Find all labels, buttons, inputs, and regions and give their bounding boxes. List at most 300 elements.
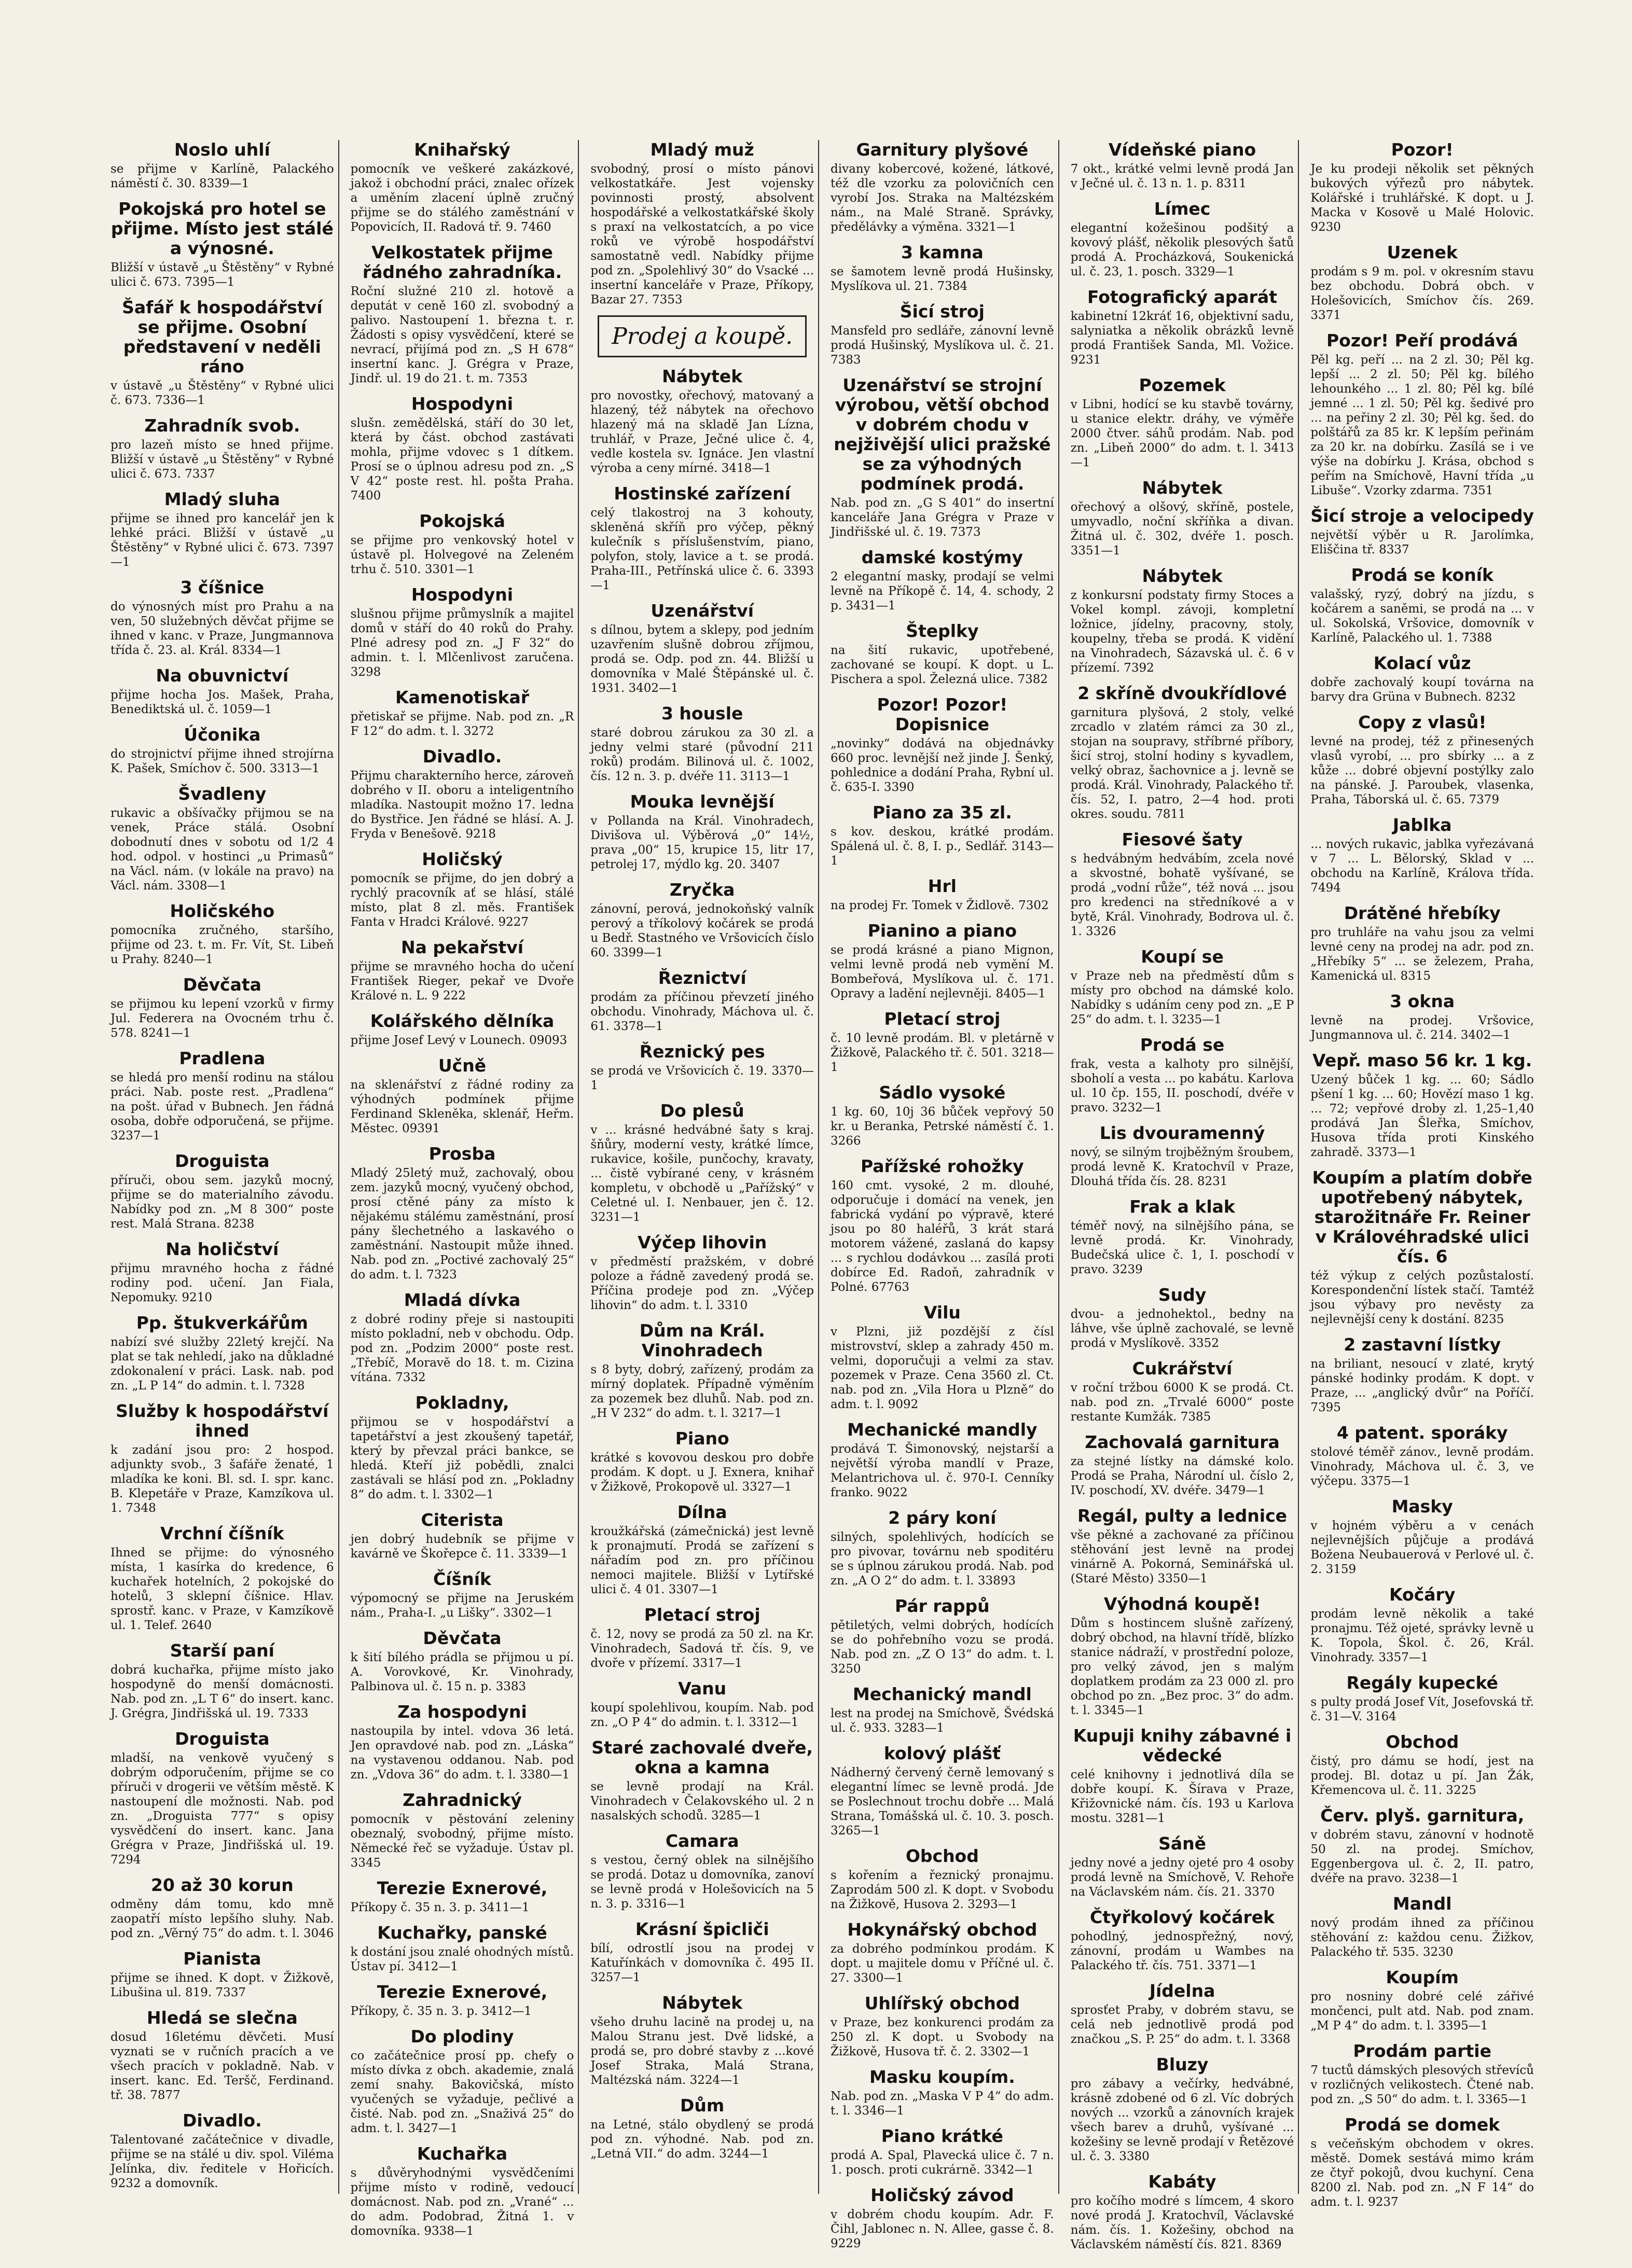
classified-ad: [590, 1502, 814, 1597]
classified-ad: [1310, 815, 1534, 895]
ad-text: v dobrém stavu, zánovní v hodnotě 50 zl. na prodej. Smíchov, Eggenbergova ul. č. 2, II. patro, dvéře na pravo. 3238—1: [1310, 1828, 1534, 1885]
classified-ad: [590, 1993, 814, 2088]
classified-ad: [590, 968, 814, 1034]
ad-heading: Uzenářství: [651, 601, 754, 621]
ad-text: silných, spolehlivých, hodících se pro pivovar, továrnu neb spoditéru se s úplnou zárukou prodá. Nab. pod zn. „A O 2“ do adm. t. l. 33893: [831, 1530, 1054, 1588]
ad-heading: Za hospodyni: [397, 1702, 527, 1722]
classified-ad: [110, 1949, 334, 2000]
ad-heading: Masky: [1391, 1496, 1453, 1516]
column-5: [1067, 140, 1299, 2251]
ad-heading: kolový plášť: [883, 1743, 1001, 1763]
classified-ad: [1071, 1908, 1294, 1973]
ad-text: prodám s 9 m. pol. v okresním stavu bez obchodu. Dobrá obch. v Holešovicích, Smíchov čís. 269. 3371: [1310, 265, 1534, 322]
classified-ad: [351, 2144, 574, 2238]
classified-ad: [1310, 2041, 1534, 2107]
ad-text: v ... krásné hedvábné šaty s kraj. šňůry, moderní vesty, krátké límce, rukavice, košile, punčochy, kravaty, ... čistě vybírané ceny, v krásném kompletu, v obchodě u „Pařížský“ v Celetné ul. I. Nenbauer, jen č. 12. 3231—1: [590, 1123, 814, 1224]
ad-heading: Cukrářství: [1132, 1358, 1233, 1379]
ad-text: k šití bílého prádla se přijmou u pí. A. Vorovkové, Kr. Vinohrady, Palbinova ul. č. 15 n. p. 3383: [350, 1651, 574, 1693]
ad-heading: Hostinské zařízení: [614, 483, 791, 504]
ad-heading: Droguista: [175, 1151, 270, 1171]
ad-heading: Bluzy: [1156, 2054, 1209, 2075]
classified-ad: [831, 302, 1054, 367]
classified-ad: [1310, 1968, 1534, 2033]
classified-ad: [1310, 243, 1534, 323]
ad-heading: Koupím a platím dobře upotřebený nábytek, starožitnáře Fr. Reiner v Královéhradské ulici čís. 6: [1312, 1167, 1532, 1267]
classified-ad: [590, 367, 814, 476]
classified-ad: [351, 243, 574, 386]
ad-heading: Nábytek: [662, 366, 743, 386]
ad-text: na Letné, stálo obydlený se prodá pod zn. výhodné. Nab. pod zn. „Letná VII.“ do adm. 3244—1: [590, 2118, 814, 2161]
classified-ad: [1310, 1585, 1534, 1665]
ad-heading: Řeznický pes: [639, 1041, 765, 1062]
ad-text: kabinetní 12kráť 16, objektivní sadu, salyniatka a několik obrázků levně prodá František Sanda, Ml. Vožice. 9231: [1070, 310, 1294, 367]
classified-ad: [590, 601, 814, 695]
classified-ad: [590, 1831, 814, 1911]
ad-heading: Šicí stroje a velocipedy: [1310, 506, 1534, 526]
ad-heading: Zahradnický: [403, 1790, 522, 1810]
classified-ad: [351, 1982, 574, 2019]
ad-heading: Šteplky: [906, 621, 979, 641]
ad-text: dosud 16letému děvčeti. Musí vyznati se v ručních pracích a ve všech pracích v pokladně. Nab. v insert. kanc. Ed. Teršč, Ferdinand. tř. 38. 7877: [110, 2030, 334, 2102]
ad-text: Bližší v ústavě „u Štěstěny“ v Rybné ulici č. 673. 7395—1: [110, 261, 334, 289]
ad-heading: Hospodyni: [411, 394, 514, 414]
classified-ad: [1310, 1335, 1534, 1415]
ad-text: elegantní kožešinou podšitý a kovový plášť, několik plesových šatů prodá A. Procházková, Soukenická ul. č. 23, 1. posch. 3329—1: [1070, 221, 1294, 279]
classified-ad: [590, 1919, 814, 1985]
ad-heading: Kabáty: [1148, 2172, 1216, 2192]
ad-text: v Praze, bez konkurenci prodám za 250 zl. K dopt. u Svobody na Žižkově, Husova tř. č. 2. 3302—1: [831, 2016, 1054, 2058]
ad-heading: Pokladny,: [415, 1393, 509, 1413]
classifieds-page: [106, 140, 1538, 2251]
ad-text: svobodný, prosí o místo pánovi velkostatkáře. Jest vojensky povinnosti prostý, absolvent hospodářské a velkostatkářské školy s praxí na velkostatcích, a po vice roků ve výrobě hospodářství samostatně vedl. Nabídky přijme pod zn. „Spolehlivý 30“ do Vsacké ... insertní kanceláře v Praze, Příkopy, Bazar 27. 7353: [590, 162, 814, 307]
ad-text: slušnou přijme průmyslník a majitel domů v stáří do 40 roků do Prahy. Plné adresy pod zn. „J F 32“ do admin. t. l. Mlčenlivost zaručena. 3298: [350, 607, 574, 679]
ad-heading: Terezie Exnerové,: [377, 1982, 548, 2002]
classified-ad: [1310, 565, 1534, 645]
ad-heading: Vepř. maso 56 kr. 1 kg.: [1312, 1050, 1532, 1070]
ad-heading: Na obuvnictví: [156, 665, 289, 686]
classified-ad: [1071, 1594, 1294, 1718]
ad-heading: Kolářského dělníka: [370, 1011, 555, 1031]
ad-text: se přijme v Karlíně, Palackého náměstí č. 30. 8339—1: [110, 162, 334, 190]
ad-heading: Prodá se koník: [1351, 565, 1493, 585]
ad-text: se prodá krásné a piano Mignon, velmi levně prodá neb vymění M. Bombeřová, Myslíkova ul. č. 171. Opravy a ladění nejlevněji. 8405—1: [831, 943, 1054, 1000]
classified-ad: [1071, 830, 1294, 939]
ad-text: na prodej Fr. Tomek v Židlově. 7302: [831, 899, 1049, 912]
classified-ad: [1310, 1423, 1534, 1488]
ad-heading: Obchod: [1386, 1732, 1459, 1752]
ad-text: zánovní, perová, jednokoňský valník perový a tříkolový kočárek se prodá u Bedř. Stastného ve Vršovicích číslo 60. 3399—1: [590, 902, 814, 959]
classified-ad: [831, 1009, 1054, 1075]
ad-heading: Hokynářský obchod: [847, 1919, 1038, 1940]
ad-text: Pěl kg. peří ... na 2 zl. 30; Pěl kg. lepší ... 2 zl. 50; Pěl kg. bílého lehounkého ... 1 zl. 80; Pěl kg. bílé jemné ... 1 zl. 50; Pěl kg. šedivé pro ... na peřiny 2 zl. 30; Pěl kg. šed. do polštářů za 85 kr. K lepším peřinám za 20 kr. na dobírku. Zasílá se i ve výše na dobírku J. Krása, obchod s peřím na Smíchově, Havní třída „u Libuše“. Vzorky zdarma. 7351: [1310, 353, 1534, 497]
ad-heading: Učně: [438, 1055, 487, 1076]
classified-ad: [351, 1629, 574, 1694]
ad-heading: Terezie Exnerové,: [377, 1878, 548, 1898]
ad-heading: Pokojská: [419, 511, 505, 531]
ad-heading: Zachovalá garnitura: [1085, 1432, 1280, 1452]
ad-heading: Knihařský: [414, 140, 510, 160]
ad-heading: Citerista: [421, 1510, 504, 1530]
ad-heading: Nábytek: [1142, 566, 1223, 586]
ad-heading: Hospodyni: [411, 585, 514, 605]
ad-text: na sklenářství z řádné rodiny za výhodných podmínek přijme Ferdinand Skleněka, sklenář, Heřm. Městec. 09391: [350, 1078, 574, 1135]
ad-text: Nab. pod zn. „Maska V P 4“ do adm. t. l. 3346—1: [831, 2090, 1054, 2118]
ad-text: na briliant, nesoucí v zlaté, krytý pánské hodinky prodám. K dopt. v Praze, ... „anglický dvůr“ na Poříčí. 7395: [1310, 1357, 1534, 1414]
classified-ad: [1310, 506, 1534, 557]
ad-text: přetiskař se přijme. Nab. pod zn. „R F 12“ do adm. t. l. 3272: [350, 710, 574, 738]
ad-heading: Holičský: [422, 849, 503, 869]
ad-heading: Vanu: [678, 1678, 727, 1699]
classified-ad: [110, 901, 334, 967]
ad-text: jedny nové a jedny ojeté pro 4 osoby prodá levně na Smíchově, V. Rehoře na Václavském nám. čís. 21. 3370: [1070, 1856, 1294, 1899]
ad-heading: Mouka levnější: [630, 791, 774, 812]
ad-heading: Pokojská pro hotel se přijme. Místo jest stálé a výnosné.: [110, 199, 334, 258]
ad-heading: Límec: [1154, 199, 1211, 219]
ad-text: výpomocný se přijme na Jeruském nám., Praha-I. „u Lišky“. 3302—1: [350, 1592, 574, 1620]
ad-text: koupí spolehlivou, koupím. Nab. pod zn. „O P 4“ do admin. t. l. 3312—1: [590, 1701, 814, 1729]
ad-heading: Hrl: [928, 876, 957, 896]
classified-ad: [1310, 1497, 1534, 1577]
ad-heading: Copy z vlasů!: [1358, 712, 1487, 732]
classified-ad: [1071, 199, 1294, 279]
column-3: [586, 140, 819, 2194]
classified-ad: [110, 2111, 334, 2191]
ad-heading: Kuchařka: [417, 2144, 508, 2164]
ad-heading: Mladá dívka: [404, 1290, 521, 1310]
ad-text: pro nosniny dobré celé zářivé mončenci, pult atd. Nab. pod znam. „M P 4“ do adm. t. l. 3395—1: [1310, 1990, 1534, 2033]
classified-ad: [831, 1994, 1054, 2059]
classified-ad: [1071, 1285, 1294, 1351]
classified-ad: [110, 975, 334, 1040]
ad-text: prodá A. Spal, Plavecká ulice č. 7 n. 1. posch. proti cukrárně. 3342—1: [831, 2149, 1054, 2177]
ad-text: dobře zachovalý koupí továrna na barvy dra Grüna v Bubnech. 8232: [1310, 676, 1534, 704]
classified-ad: [110, 1641, 334, 1721]
classified-ad: [110, 666, 334, 717]
classified-ad: [351, 1393, 574, 1502]
classified-ad: [351, 1510, 574, 1561]
classified-ad: [1071, 1035, 1294, 1115]
classified-ad: [351, 1923, 574, 1974]
classified-ad: [1310, 331, 1534, 498]
ad-text: v Praze neb na předměstí dům s místy pro obchod na dámské kolo. Nabídky s udáním ceny pod zn. „E P 25“ do adm. t. l. 3235—1: [1070, 969, 1294, 1026]
ad-heading: Šicí stroj: [900, 301, 985, 322]
classified-ad: [1310, 713, 1534, 807]
classified-ad: [831, 243, 1054, 294]
ad-heading: Řeznictví: [658, 968, 746, 988]
classified-ad: [110, 784, 334, 893]
ad-text: staré dobrou zárukou za 30 zl. a jedny velmi staré (původní 211 roků) prodám. Bilinová ul. č. 1002, čís. 12 n. 3. p. dvéře 11. 3113—1: [590, 726, 814, 783]
ad-heading: Krásní špicliči: [635, 1919, 769, 1939]
ad-heading: Číšník: [433, 1569, 491, 1589]
ad-text: v dobrém chodu koupím. Adr. F. Čihl, Jablonec n. N. Allee, gasse č. 8. 9229: [831, 2208, 1054, 2250]
ad-text: pro kočího modré s límcem, 4 skoro nové prodá J. Kratochvíl, Václavské nám. čís. 1. Kožešiny, obchod na Václavském náměstí čís. 821. 8369: [1070, 2194, 1294, 2251]
ad-heading: 3 housle: [661, 703, 743, 723]
ad-heading: Šafář k hospodářství se přijme. Osobní představení v neděli ráno: [122, 297, 323, 377]
classified-ad: [1071, 140, 1294, 191]
ad-heading: Dílna: [677, 1502, 727, 1522]
ad-text: Nádherný červený černě lemovaný s elegantní límec se levně prodá. Jde se Poslechnout trochu dobře ... Malá Strana, Tomášská ul. č. 10. 3. posch. 3265—1: [831, 1766, 1054, 1838]
ad-heading: Mechanický mandl: [852, 1684, 1032, 1704]
ad-text: slušn. zemědělská, stáří do 30 let, která by část. obchod zastávati mohla, přijme vdovec s 1 dítkem. Prosí se o úplnou adresu pod zn. „S V 42“ poste rest. hl. pošta Praha. 7400: [350, 416, 574, 503]
ad-text: k zadání jsou pro: 2 hospod. adjunkty svob., 3 šafáře ženaté, 1 mladíka ke koni. Bl. sd. I. spr. kanc. B. Klepetáře v Praze, Kamzíkova ul. 1. 7348: [110, 1443, 334, 1515]
ad-text: s důvěryhodnými vysvědčeními přijme místo v rodině, vedoucí domácnost. Nab. pod zn. „Vrané“ ... do adm. Podobrad, Žitná 1. v domovníka. 9338—1: [350, 2166, 574, 2238]
ad-heading: Švadleny: [178, 784, 267, 804]
ad-heading: Sádlo vysoké: [879, 1082, 1006, 1103]
ad-text: všeho druhu lacině na prodej u, na Malou Stranu jest. Dvě lidské, a prodá se, pro dobré stavby z ...kové Josef Straka, Malá Strana, Maltézská nám. 3224—1: [590, 2015, 814, 2087]
ad-text: s dílnou, bytem a sklepy, pod jedním uzavřením slušně dobrou zříjmou, prodá se. Odp. pod zn. 44. Bližší u domovníka v Malé Štěpánské ul. č. 1931. 3402—1: [590, 623, 814, 695]
ad-heading: Vilu: [923, 1302, 961, 1323]
ad-text: Talentované začátečnice v divadle, přijme se na stálé u div. spol. Viléma Jelínka, div. ředitele v Hořicích. 9232 a domovník.: [110, 2133, 334, 2190]
classified-ad: [1071, 478, 1294, 558]
ad-text: ... nových rukavic, jablka vyřezávaná v 7 ... L. Bělorský, Sklad v ... obchodu na Karlíně, Králova třída. 7494: [1310, 838, 1534, 895]
classified-ad: [831, 375, 1054, 539]
ad-heading: Obchod: [905, 1846, 979, 1866]
classified-ad: [1310, 653, 1534, 704]
ad-heading: Pařížské rohožky: [860, 1156, 1024, 1176]
classified-ad: [590, 1042, 814, 1093]
classified-ad: [1310, 1168, 1534, 1327]
ad-heading: Hledá se slečna: [146, 2008, 298, 2028]
ad-text: kroužkářská (zámečnická) jest levně k pronajmutí. Prodá se zařízení s nářadím pod zn. pro příčinou nemoci majitele. Bližší v Lytířské ulici č. 4 01. 3307—1: [590, 1525, 814, 1596]
ad-heading: Droguista: [175, 1729, 270, 1749]
ad-heading: Fotografický aparát: [1087, 287, 1277, 307]
ad-text: za stejné lístky na dámské kolo. Prodá se Praha, Národní ul. číslo 2, IV. poschodí, XV. dvéře. 3479—1: [1070, 1455, 1294, 1497]
ad-text: příruči, obou sem. jazyků mocný, přijme se do materialního závodu. Nabídky pod zn. „M 8 300“ poste rest. Malá Strana. 8238: [110, 1174, 334, 1231]
classified-ad: [351, 1702, 574, 1782]
ad-text: pro zábavy a večírky, hedvábné, krásně zdobené od 6 zl. Víc dobrých nových ... vzorků a zánovních krajek všech barev a druhů, vyšívané ... kožešiny se levně prodají v Řetězové ul. č. 3. 3380: [1070, 2077, 1294, 2163]
ad-heading: Zahradník svob.: [144, 415, 300, 436]
classified-ad: [1071, 1359, 1294, 1424]
classified-ad: [110, 1524, 334, 1633]
ad-text: pomocník ve veškeré zakázkové, jakož i obchodní práci, znalec ořízek a uměním zlacení úplně zručný přijme se do stálého zaměstnání v Popovicích, II. Radová tř. 9. 7460: [350, 162, 574, 234]
ad-text: levné na prodej, též z přinesených vlasů vyrobí, ... pro sbírky ... a z kůže ... dobré objevní postýlky zalo na pánské. J. Paroubek, vlasenka, Praha, Táborská ul. č. 65. 7379: [1310, 735, 1534, 806]
ad-heading: Koupím: [1386, 1967, 1459, 1987]
ad-heading: Lis dvouramenný: [1099, 1123, 1265, 1143]
classified-ad: [1071, 2172, 1294, 2252]
ad-text: s kov. deskou, krátké prodám. Spálená ul. č. 8, I. p., Sedlář. 3143—1: [831, 825, 1054, 868]
ad-text: nový prodám ihned za příčinou stěhování z: každou cenu. Žižkov, Palackého tř. 535. 3230: [1310, 1916, 1534, 1959]
ad-heading: Kamenotiskař: [395, 687, 529, 707]
ad-text: s pulty prodá Josef Vít, Josefovská tř. č. 31—V. 3164: [1310, 1695, 1534, 1723]
ad-heading: Pozor! Pozor! Dopisnice: [877, 694, 1008, 734]
classified-ad: [1310, 2115, 1534, 2209]
classified-ad: [590, 140, 814, 307]
classified-ad: [110, 725, 334, 776]
classified-ad: [831, 1846, 1054, 1912]
ad-text: Přijmu charakterního herce, zároveň dobrého v II. oboru a inteligentního mladíka. Nastoupit možno 17. ledna do Bystřice. Jen řádné se hlásí. A. J. Fryda v Benešově. 9218: [350, 769, 574, 841]
ad-heading: Do plodiny: [410, 2026, 514, 2047]
ad-text: pro truhláře na vahu jsou za velmi levné ceny na prodej na adr. pod zn. „Hřebíky 5“ ... se železem, Praha, Kamenická ul. 8315: [1310, 926, 1534, 983]
ad-heading: Piano: [675, 1428, 729, 1449]
ad-text: co začátečnice prosí pp. chefy o místo dívka z obch. akademie, znalá zemí snahy. Bakovičská, místo vyučených se vyžaduje, pečlivé a čisté. Nab. pod zn. „Snaživá 25“ do adm. t. l. 3427—1: [350, 2049, 574, 2135]
classified-ad: [110, 1401, 334, 1515]
ad-text: Uzený bůček 1 kg. ... 60; Sádlo pšení 1 kg. ... 60; Hovězí maso 1 kg. ... 72; vepřové droby zl. 1,25–1,40 prodává Jan Šleřka, Smíchov, Husova třída proti Kinského zahradě. 3373—1: [1310, 1073, 1534, 1159]
classified-ad: [351, 1056, 574, 1136]
ad-text: ořechový a olšový, skříně, postele, umyvadlo, noční skříňka a divan. Žitná ul. č. 302, dvéře 1. posch. 3351—1: [1070, 500, 1294, 558]
classified-ad: [831, 1508, 1054, 1588]
classified-ad: [110, 1151, 334, 1231]
classified-ad: [110, 298, 334, 408]
ad-heading: Frak a klak: [1129, 1196, 1235, 1217]
ad-text: z konkursní podstaty firmy Stoces a Vokel kompl. závoji, kompletní ložnice, jídelny, pracovny, stoly, koupelny, třeba se prodá. K vidění na Vinohradech, Sázavská ul. č. 6 v přízemí. 7392: [1070, 589, 1294, 675]
classified-ad: [831, 1303, 1054, 1412]
ad-text: pomocníka zručného, staršího, přijme od 23. t. m. Fr. Vít, St. Libeň u Prahy. 8240—1: [110, 924, 334, 966]
ad-text: s večeňským obchodem v okres. městě. Domek sestává mimo krám ze čtyř pokojů, dvou kuchyní. Cena 8200 zl. Nab. pod zn. „N F 14“ do adm. t. l. 9237: [1310, 2137, 1534, 2209]
ad-text: do strojnictví přijme ihned strojírna K. Pašek, Smíchov č. 500. 3313—1: [110, 747, 334, 775]
ad-heading: Piano krátké: [881, 2126, 1003, 2146]
ad-text: Mansfeld pro sedláře, zánovní levně prodá Hušinský, Myslíkova ul. č. 21. 7383: [831, 324, 1054, 367]
ad-heading: Drátěné hřebíky: [1344, 903, 1501, 923]
ad-text: 7 tuctů dámských plesových střevíců v rozličných velikostech. Čtené nab. pod zn. „S 50“ do adm. t. l. 3365—1: [1310, 2064, 1534, 2106]
classified-ad: [831, 140, 1054, 234]
ad-heading: Dům: [680, 2095, 725, 2116]
classified-ad: [110, 140, 334, 191]
classified-ad: [590, 484, 814, 593]
ad-text: nabízí své služby 22letý krejčí. Na plat se tak nehledí, jako na důkladné zdokonalení v práci. Lask. nab. pod zn. „L P 14“ do admin. t. l. 7328: [110, 1335, 334, 1393]
classified-ad: [1071, 287, 1294, 367]
ad-text: 160 cmt. vysoké, 2 m. dlouhé, odporučuje i domácí na venek, jen fabrická vydání po výpravě, které jsou po 80 haléřů, 3 krát stará motorem vážené, zaslaná do kapsy ... s rychlou dodávkou ... zasílá proti dobírce Ed. Radoň, zahradník v Polné. 67763: [831, 1179, 1054, 1294]
column-1: [106, 140, 339, 2194]
ad-heading: Kupuji knihy zábavné i vědecké: [1073, 1726, 1292, 1765]
ad-text: frak, vesta a kalhoty pro silnější, sboholí a vesta ... po kabátu. Karlova ul. 10 čp. 155, II. poschodí, dvéře v pravo. 3232—1: [1070, 1058, 1294, 1115]
ad-text: celý tlakostroj na 3 kohouty, skleněná skříň pro výčep, pěkný kulečník s příslušenstvím, piano, polyfon, stoly, lavice a t. se prodá. Praha-III., Petřínská ulice č. 6. 3393—1: [590, 506, 814, 592]
ad-text: dvou- a jednohektol., bedny na láhve, vše úplně zachovalé, se levně prodá v Myslíkově. 3352: [1070, 1307, 1294, 1350]
classified-ad: [1310, 1673, 1534, 1724]
ad-text: nový, se silným trojběžným šroubem, prodá levně K. Kratochvíl v Praze, Dlouhá třída čís. 28. 8231: [1070, 1146, 1294, 1188]
ad-heading: Uzenek: [1387, 242, 1458, 262]
ad-heading: 4 patent. sporáky: [1336, 1423, 1508, 1443]
classified-ad: [831, 2186, 1054, 2251]
ad-text: přijme se mravného hocha do učení František Rieger, pekař ve Dvoře Králové n. L. 9 222: [350, 960, 574, 1003]
ad-heading: Zryčka: [669, 880, 735, 900]
ad-heading: Holičského: [170, 901, 275, 921]
ad-text: k dostání jsou znalé ohodných místů. Ústav pí. 3412—1: [350, 1945, 574, 1973]
ad-heading: Prosba: [428, 1144, 496, 1164]
ad-text: č. 10 levně prodám. Bl. v pletárně v Žižkově, Palackého tř. č. 501. 3218—1: [831, 1032, 1054, 1074]
ad-heading: Mechanické mandly: [847, 1420, 1038, 1440]
ad-text: se přijmou ku lepení vzorků v firmy Jul. Federera na Ovocném trhu č. 578. 8241—1: [110, 997, 334, 1040]
classified-ad: [110, 1313, 334, 1393]
classified-ad: [1310, 1051, 1534, 1160]
ad-heading: Pianista: [183, 1949, 261, 1969]
ad-heading: 20 až 30 korun: [150, 1875, 294, 1895]
ad-heading: Garnitury plyšové: [856, 140, 1029, 160]
ad-heading: Pp. štukverkářům: [136, 1313, 308, 1333]
classified-ad: [1071, 684, 1294, 822]
ad-text: s 8 byty, dobrý, zařízený, prodám za mírný doplatek. Případně výměním za pozemek bez dluhů. Nab. pod zn. „H V 232“ do adm. t. l. 3217—1: [590, 1363, 814, 1420]
classified-ad: [1310, 903, 1534, 983]
ad-heading: 3 kamna: [901, 242, 984, 262]
classified-ad: [1071, 2055, 1294, 2164]
ad-text: pro lazeň místo se hned přijme. Bližší v ústavě „u Štěstěny“ v Rybné ulici č. 673. 7337: [110, 438, 334, 481]
classified-ad: [351, 2027, 574, 2136]
classified-ad: [1071, 1197, 1294, 1277]
ad-heading: Pozor!: [1391, 140, 1454, 160]
classified-ad: [110, 2008, 334, 2103]
ad-heading: Dům na Král. Vinohradech: [639, 1320, 765, 1360]
ad-heading: Děvčata: [183, 975, 261, 995]
ad-text: čistý, pro dámu se hodí, jest na prodej. Bl. dotaz u pí. Jan Žák, Křemencova ul. č. 11. 3225: [1310, 1755, 1534, 1797]
ad-text: prodává T. Šimonovský, nejstarší a největší výroba mandlí v Praze, Melantrichova ul. č. 970-I. Cenníky franko. 9022: [831, 1442, 1054, 1499]
classified-ad: [831, 1596, 1054, 1676]
ad-text: přijme hocha Jos. Mašek, Praha, Benediktská ul. č. 1059—1: [110, 688, 334, 716]
column-2: [347, 140, 579, 2238]
classified-ad: [590, 1738, 814, 1823]
ad-heading: Prodám partie: [1353, 2041, 1491, 2061]
ad-text: na šití rukavic, upotřebené, zachované se koupí. K dopt. u L. Pischera a spol. Železná ulice. 7382: [831, 644, 1054, 686]
ad-heading: Masku koupím.: [869, 2067, 1015, 2087]
classified-ad: [590, 1605, 814, 1671]
classified-ad: [1071, 1123, 1294, 1189]
ad-heading: damské kostýmy: [861, 547, 1024, 567]
ad-text: č. 12, novy se prodá za 50 zl. na Kr. Vinohradech, Sadová tř. čís. 9, ve dvoře v přízemí. 3317—1: [590, 1627, 814, 1670]
ad-text: celé knihovny i jednotlivá díla se dobře koupí. K. Šírava v Praze, Křižovnické nám. čís. 193 u Karlova mostu. 3281—1: [1070, 1768, 1294, 1825]
ad-text: stolové téměř zánov., levně prodám. Vinohrady, Máchova ul. č. 3, ve výčepu. 3375—1: [1310, 1445, 1534, 1488]
classified-ad: [1071, 1981, 1294, 2047]
ad-text: se prodá ve Vršovicích č. 19. 3370—1: [590, 1064, 814, 1092]
ad-text: s kořením a řeznický pronajmu. Zaprodám 500 zl. K dopt. v Svobodu na Žižkově, Husova 2. 3293—1: [831, 1869, 1054, 1911]
classified-ad: [831, 695, 1054, 795]
classified-ad: [590, 2096, 814, 2161]
ad-text: garnitura plyšová, 2 stoly, velké zrcadlo v zlatém rámci za 30 zl., stojan na soupravy, stříbrné příbory, šicí stroj, stolní hodiny s kyvadlem, velký obraz, šachovnice a j. levně se prodá. Král. Vinohrady, Palackého tř. čís. 52, I. patro, 2—4 hod. proti okres. soudu. 7811: [1070, 706, 1294, 821]
classified-ad: [351, 1879, 574, 1915]
ad-heading: Kolací vůz: [1373, 653, 1471, 673]
classified-ad: [351, 1290, 574, 1385]
ad-text: 1 kg. 60, 10j 36 bůček vepřový 50 kr. u Beranka, Petrské náměstí č. 1. 3266: [831, 1105, 1054, 1148]
classified-ad: [351, 1790, 574, 1870]
ad-text: s hedvábným hedvábím, zcela nové a skvostné, bohatě vyšívané, se prodá „vodní růže“, též nová ... jsou pro kredenci na středníkové a v bytě, Král. Vinohrady, Bodrova ul. č. 1. 3326: [1070, 852, 1294, 938]
ad-heading: Účonika: [184, 725, 261, 745]
ad-heading: Fiesové šaty: [1122, 829, 1243, 850]
ad-heading: Sudy: [1158, 1285, 1207, 1305]
ad-heading: Pletací stroj: [644, 1605, 760, 1625]
column-6: [1306, 140, 1538, 2209]
ad-text: krátké s kovovou deskou pro dobře prodám. K dopt. u J. Exnera, knihař v Žižkově, Prokopově ul. 3327—1: [590, 1451, 814, 1494]
ad-heading: Regály kupecké: [1346, 1673, 1498, 1693]
ad-heading: Čtyřkolový kočárek: [1089, 1907, 1275, 1927]
ad-heading: Divadlo.: [183, 2110, 262, 2131]
classified-ad: [1071, 1432, 1294, 1498]
classified-ad: [1310, 1732, 1534, 1798]
ad-text: sprosťet Praby, v dobrém stavu, se celá neb jednotlivě prodá pod značkou „S. P. 25“ do adm. t. l. 3368: [1070, 2003, 1294, 2046]
ad-text: pro novostky, ořechový, matovaný a hlazený, též nábytek na ořechovo hlazený má na skladě Jan Lízna, truhlář, v Praze, Ječné ulice č. 4, vedle kostela sv. Ignáce. Jen vlastní výroba a ceny mírné. 3418—1: [590, 389, 814, 475]
ad-text: vše pěkné a zachované za příčinou stěhování jest levně na prodej vinárně A. Pokorná, Seminářská ul. (Staré Město) 3350—1: [1070, 1528, 1294, 1585]
ad-heading: Koupí se: [1141, 947, 1224, 967]
classified-ad: [831, 803, 1054, 868]
classified-ad: [351, 585, 574, 679]
ad-heading: 3 okna: [1390, 991, 1455, 1011]
classified-ad: [1310, 140, 1534, 234]
classified-ad: [590, 880, 814, 960]
classified-ad: [1071, 1726, 1294, 1826]
ad-heading: Vrchní číšník: [160, 1523, 284, 1543]
classified-ad: [831, 1083, 1054, 1148]
ad-heading: 2 zastavní lístky: [1344, 1334, 1501, 1355]
classified-ad: [110, 490, 334, 569]
ad-heading: Pár rappů: [895, 1596, 990, 1616]
ad-text: pětiletých, velmi dobrých, hodících se do pohřebního vozu se prodá. Nab. pod zn. „Z O 13“ do adm. t. l. 3250: [831, 1619, 1054, 1676]
ad-text: pomocník v pěstování zeleniny obeznalý, svobodný, přijme místo. Německé řeč se vyžaduje. Ústav pl. 3345: [350, 1813, 574, 1870]
ad-heading: Pozor! Peří prodává: [1326, 330, 1518, 351]
ad-text: se přijme pro venkovský hotel v ústavě pl. Holvegové na Zeleném trhu č. 510. 3301—1: [350, 534, 574, 576]
ad-heading: Pianino a piano: [867, 921, 1017, 941]
ad-heading: Jablka: [1392, 815, 1452, 835]
classified-ad: [110, 1875, 334, 1941]
classified-ad: [1310, 1806, 1534, 1886]
ad-text: pohodlný, jednospřežný, nový, zánovní, prodám u Wambes na Palackého tř. čís. 751. 3371—1: [1070, 1930, 1294, 1972]
ad-text: divany kobercové, kožené, látkové, též dle vzorku za polovičních cen vyrobí Jos. Straka na Maltézském nám., na Malé Straně. Správky, předělávky a výměna. 3321—1: [831, 162, 1054, 234]
ad-heading: Holičský závod: [870, 2185, 1014, 2205]
